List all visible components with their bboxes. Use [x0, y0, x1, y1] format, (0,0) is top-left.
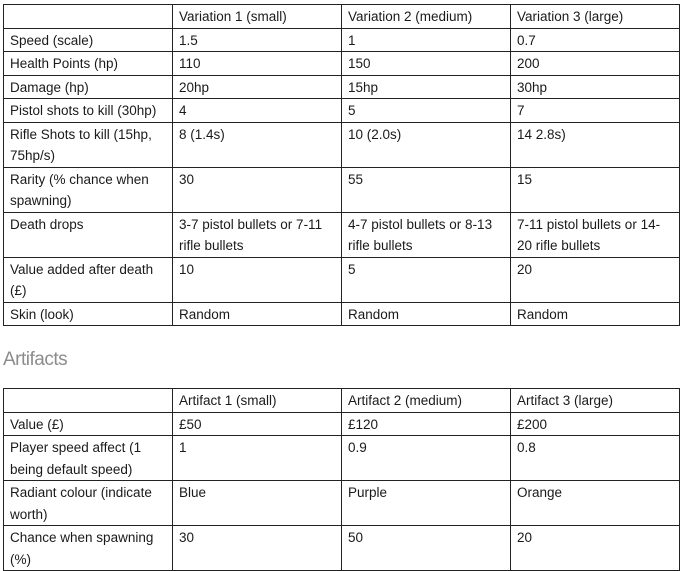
- table-row: [4, 257, 680, 302]
- table-cell: 4-7 pistol bullets or 8-13 rifle bullets: [342, 212, 511, 257]
- row-label-cell: Speed (scale): [4, 28, 173, 52]
- table-cell: 55: [342, 167, 511, 212]
- table-cell: 14 2.8s): [511, 122, 680, 167]
- header-cell: Variation 2 (medium): [342, 5, 511, 29]
- table-row: [4, 412, 680, 436]
- row-label-cell: Skin (look): [4, 302, 173, 326]
- artifacts-heading: Artifacts: [3, 349, 68, 370]
- table-row: [4, 75, 680, 99]
- table-cell: 20: [511, 257, 680, 302]
- table-cell: 1: [173, 436, 342, 481]
- table-row: [4, 212, 680, 257]
- table-cell: Random: [173, 302, 342, 326]
- table-row: [4, 122, 680, 167]
- table-cell: 5: [342, 257, 511, 302]
- table-cell: 50: [342, 526, 511, 571]
- enemy-variations-table: [3, 4, 680, 326]
- table-cell: 1.5: [173, 28, 342, 52]
- table-cell: £120: [342, 412, 511, 436]
- table-cell: 30hp: [511, 75, 680, 99]
- table-header-row: [4, 5, 680, 29]
- table-cell: 1: [342, 28, 511, 52]
- table-cell: 0.7: [511, 28, 680, 52]
- header-cell: Artifact 3 (large): [511, 389, 680, 413]
- row-label-cell: Chance when spawning (%): [4, 526, 173, 571]
- row-label-cell: Pistol shots to kill (30hp): [4, 99, 173, 123]
- table-cell: 3-7 pistol bullets or 7-11 rifle bullets: [173, 212, 342, 257]
- table-cell: 20: [511, 526, 680, 571]
- row-label-cell: Health Points (hp): [4, 52, 173, 76]
- header-cell: Variation 1 (small): [173, 5, 342, 29]
- row-label-cell: Rarity (% chance when spawning): [4, 167, 173, 212]
- table-cell: 30: [173, 526, 342, 571]
- table-cell: Purple: [342, 481, 511, 526]
- table-cell: Random: [511, 302, 680, 326]
- header-cell: [4, 389, 173, 413]
- row-label-cell: Player speed affect (1 being default speed): [4, 436, 173, 481]
- table-cell: 10 (2.0s): [342, 122, 511, 167]
- row-label-cell: Damage (hp): [4, 75, 173, 99]
- header-cell: [4, 5, 173, 29]
- table-cell: 110: [173, 52, 342, 76]
- table-row: [4, 481, 680, 526]
- artifacts-table: [3, 388, 680, 571]
- table-cell: 150: [342, 52, 511, 76]
- table-cell: 30: [173, 167, 342, 212]
- table-cell: 8 (1.4s): [173, 122, 342, 167]
- table-cell: £50: [173, 412, 342, 436]
- table-row: [4, 28, 680, 52]
- table-cell: 15hp: [342, 75, 511, 99]
- table-cell: 7: [511, 99, 680, 123]
- table-cell: 200: [511, 52, 680, 76]
- table-cell: 4: [173, 99, 342, 123]
- table-row: [4, 167, 680, 212]
- table-cell: Orange: [511, 481, 680, 526]
- row-label-cell: Value added after death (£): [4, 257, 173, 302]
- table-cell: 20hp: [173, 75, 342, 99]
- table-cell: 0.9: [342, 436, 511, 481]
- table-cell: 7-11 pistol bullets or 14-20 rifle bullets: [511, 212, 680, 257]
- table-row: [4, 526, 680, 571]
- table-cell: Blue: [173, 481, 342, 526]
- row-label-cell: Rifle Shots to kill (15hp, 75hp/s): [4, 122, 173, 167]
- table-row: [4, 52, 680, 76]
- table-cell: 15: [511, 167, 680, 212]
- table-cell: £200: [511, 412, 680, 436]
- table-cell: 0.8: [511, 436, 680, 481]
- row-label-cell: Value (£): [4, 412, 173, 436]
- header-cell: Artifact 2 (medium): [342, 389, 511, 413]
- row-label-cell: Radiant colour (indicate worth): [4, 481, 173, 526]
- table-row: [4, 302, 680, 326]
- table-row: [4, 99, 680, 123]
- table-cell: Random: [342, 302, 511, 326]
- header-cell: Variation 3 (large): [511, 5, 680, 29]
- table-cell: 5: [342, 99, 511, 123]
- table-header-row: [4, 389, 680, 413]
- header-cell: Artifact 1 (small): [173, 389, 342, 413]
- table-cell: 10: [173, 257, 342, 302]
- table-row: [4, 436, 680, 481]
- row-label-cell: Death drops: [4, 212, 173, 257]
